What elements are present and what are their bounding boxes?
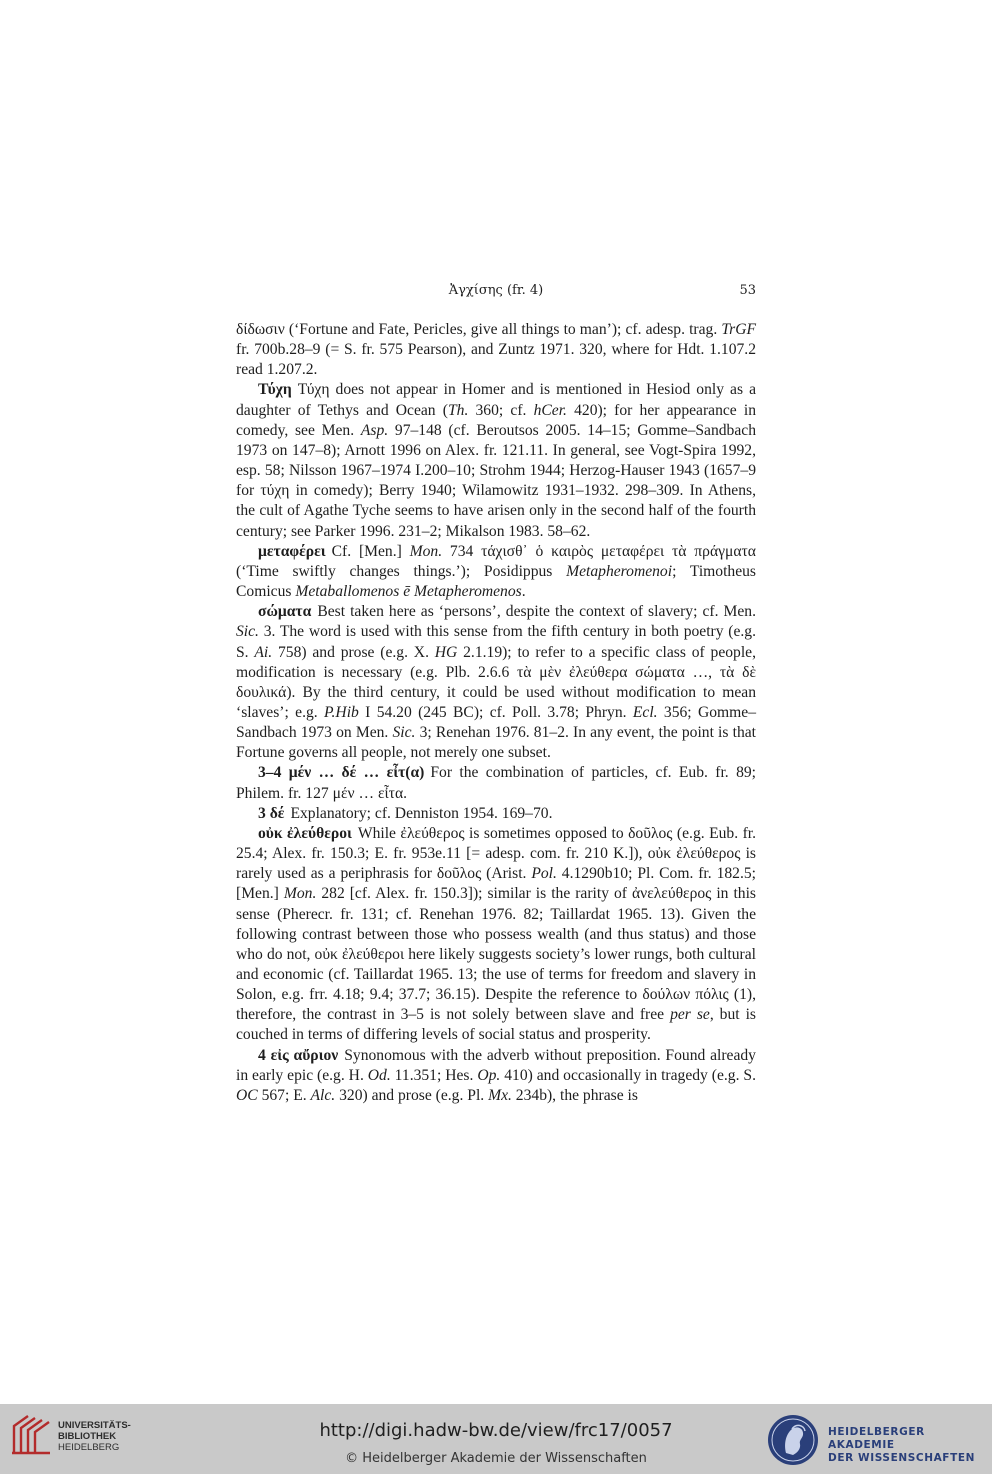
italic-citation: HG	[434, 643, 458, 661]
text-run: I 54.20 (245 BC); cf. Poll. 3.78; Phryn.	[358, 703, 633, 721]
commentary-paragraph	[236, 320, 756, 380]
library-line-3: HEIDELBERG	[58, 1442, 120, 1453]
lemma: μεταφέρει	[258, 542, 326, 560]
text-run: 97–148 (cf. Beroutsos 2005. 14–15; Gomme–Sandbach 1973 on 147–8); Arnott 1996 on Alex. fr. 121.11. In general, see Vogt-Spira 1992, esp. 58; Nilsson 1967–1974 I.200–10; Strohm 1944; Herzog-Hauser 1943 (1657–9 for τύχη in comedy); Berry 1940; Wilamowitz 1931–1932. 298–309. In Athens, the cult of Agathe Tyche seems to have arisen only in the second half of the fourth century; see Parker 1996. 231–2; Mikalson 1983. 58–62.	[236, 421, 756, 540]
text-run: 734 τάχισθ᾽ ὁ καιρὸς μεταφέρει τὰ πράγματα (‘Time swiftly changes things.’); Posidippus	[236, 542, 756, 580]
lemma: 3–4 μέν … δέ … εἶτ(α)	[258, 764, 425, 782]
italic-citation: TrGF	[721, 321, 756, 338]
page-number: 53	[739, 283, 756, 298]
text-run: 282 [cf. Alex. fr. 150.3]); similar is the rarity of ἀνελεύθερος in this sense (Pherecr. fr. 131; cf. Renehan 1976. 82; Taillardat 1965. 13). Given the following contrast between those who possess wealth (and thus status) and those who do not, οὐκ ἐλεύθεροι here likely suggests society’s lower rungs, both cultural and economic (cf. Taillardat 1965. 13; the use of terms for freedom and slavery in Solon, e.g. frr. 4.18; 9.4; 37.7; 36.15). Despite the reference to δούλων πόλις (1), therefore, the contrast in 3–5 is not solely between slave and free	[236, 885, 756, 1024]
text-run: Synonomous with the adverb without preposition. Found already in early epic (e.g. H.	[236, 1046, 756, 1084]
text-run: While ἐλεύθερος is sometimes opposed to δοῦλος (e.g. Eub. fr. 25.4; Alex. fr. 150.3; E. fr. 953e.11 [= adesp. com. fr. 210 K.]), οὐκ ἐλεύθερος is rarely used as a periphrasis for δοῦλος (Arist.	[236, 824, 756, 883]
italic-citation: Metapheromenoi	[566, 562, 673, 580]
permalink-url[interactable]: http://digi.hadw-bw.de/view/frc17/0057	[319, 1420, 673, 1441]
italic-citation: Metaballomenos ē Metapheromenos	[295, 583, 522, 601]
italic-citation: Sic.	[392, 724, 416, 742]
italic-citation: Th.	[447, 401, 469, 419]
text-run: δίδωσιν (‘Fortune and Fate, Pericles, give all things to man’); cf. adesp. trag.	[236, 321, 722, 338]
italic-citation: Op.	[477, 1066, 501, 1084]
text-run: 758) and prose (e.g. X.	[272, 643, 435, 661]
commentary-paragraph	[236, 380, 756, 541]
academy-seal-icon	[766, 1413, 820, 1467]
italic-citation: Mon.	[283, 885, 317, 903]
academy-line-2: DER WISSENSCHAFTEN	[828, 1452, 976, 1464]
lemma: 4 εἰς αὔριον	[258, 1046, 339, 1064]
text-run: 234b), the phrase is	[511, 1086, 638, 1104]
text-run: , but is couched in terms of differing levels of social status and prosperity.	[236, 1006, 756, 1044]
footer-bar	[0, 1404, 992, 1474]
text-run: 2.1.19); to refer to a specific class of people, modification is necessary (e.g. Plb. 2.6.6 τὰ μὲν ἐλεύθερα σώματα …, τὰ δὲ δουλικά). By the third century, it could be used without modification to mean ‘slaves’; e.g.	[236, 643, 756, 721]
italic-citation: Mon.	[409, 542, 443, 560]
copyright-notice: © Heidelberger Akademie der Wissenschaften	[345, 1451, 647, 1466]
text-run: Τύχη does not appear in Homer and is mentioned in Hesiod only as a daughter of Tethys and Ocean (	[236, 381, 756, 419]
academy-line-1: HEIDELBERGER AKADEMIE	[828, 1426, 925, 1451]
italic-citation: Sic.	[236, 623, 259, 641]
text-run: 320) and prose (e.g. Pl.	[335, 1086, 489, 1104]
running-head: Ἀγχίσης (fr. 4)	[448, 283, 544, 298]
italic-citation: Od.	[367, 1066, 391, 1084]
text-run: 11.351; Hes.	[390, 1066, 478, 1084]
text-run: 360; cf.	[468, 401, 534, 419]
text-run: Cf. [Men.]	[331, 542, 410, 560]
text-run: ; Timotheus Comicus	[236, 562, 756, 601]
academy-name	[828, 1426, 992, 1465]
lemma: Τύχη	[258, 381, 292, 399]
text-run: Explanatory; cf. Denniston 1954. 169–70.	[290, 804, 553, 822]
text-run: For the combination of particles, cf. Eub. fr. 89; Philem. fr. 127 μέν … εἶτα.	[236, 764, 756, 802]
commentary-paragraph	[236, 1046, 756, 1106]
library-line-2: BIBLIOTHEK	[58, 1431, 117, 1442]
lemma: 3 δέ	[258, 804, 285, 822]
lemma: σώματα	[258, 603, 312, 621]
text-run: 4.1290b10; Pl. Com. fr. 182.5; [Men.]	[236, 865, 756, 903]
italic-citation: per se	[670, 1006, 710, 1024]
text-run: Best taken here as ‘persons’, despite the context of slavery; cf. Men.	[317, 603, 756, 621]
italic-citation: Mx.	[488, 1086, 512, 1104]
commentary-body	[236, 320, 756, 1106]
text-run: 3; Renehan 1976. 81–2. In any event, the point is that Fortune governs all people, not merely one subset.	[236, 724, 756, 762]
italic-citation: Pol.	[531, 865, 557, 883]
commentary-paragraph	[236, 824, 756, 1046]
italic-citation: Ecl.	[632, 703, 658, 721]
commentary-paragraph	[236, 602, 756, 763]
lemma: οὐκ ἐλεύθεροι	[258, 824, 352, 842]
commentary-paragraph	[236, 542, 756, 602]
text-run: 410) and occasionally in tragedy (e.g. S.	[500, 1066, 756, 1084]
commentary-paragraph	[236, 763, 756, 803]
text-run: .	[521, 583, 526, 601]
text-run: 567; E.	[257, 1086, 311, 1104]
italic-citation: OC	[236, 1086, 258, 1104]
text-run: 420); for her appearance in comedy, see Men.	[236, 401, 757, 439]
text-run: 3. The word is used with this sense from the fifth century in both poetry (e.g. S.	[236, 623, 756, 661]
italic-citation: hCer.	[533, 401, 567, 419]
italic-citation: P.Hib	[324, 703, 359, 721]
italic-citation: Ai.	[254, 643, 273, 661]
commentary-paragraph	[236, 804, 756, 824]
text-run: 356; Gomme–Sandbach 1973 on Men.	[236, 703, 756, 742]
page-header	[236, 283, 756, 303]
italic-citation: Alc.	[310, 1086, 336, 1104]
italic-citation: Asp.	[360, 421, 389, 439]
text-run: fr. 700b.28–9 (= S. fr. 575 Pearson), and Zuntz 1971. 320, where for Hdt. 1.107.2 read 1.207.2.	[236, 341, 756, 379]
library-line-1: UNIVERSITÄTS-	[58, 1420, 131, 1431]
